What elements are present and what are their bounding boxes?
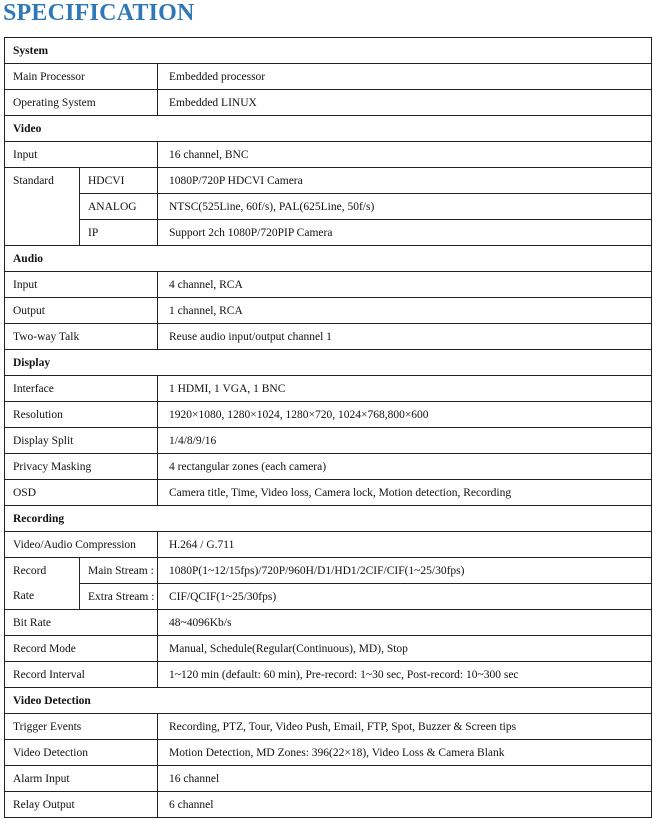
spec-label: Record Interval bbox=[5, 662, 158, 688]
section-row-audio bbox=[5, 246, 652, 272]
table-row bbox=[5, 194, 652, 220]
spec-label: Relay Output bbox=[5, 792, 158, 818]
table-row bbox=[5, 662, 652, 688]
table-row bbox=[5, 532, 652, 558]
table-row bbox=[5, 324, 652, 350]
table-row bbox=[5, 428, 652, 454]
spec-label: Display Split bbox=[5, 428, 158, 454]
record-rate-label bbox=[13, 564, 79, 603]
record-rate-label-line1: Record bbox=[13, 565, 47, 577]
spec-label: Input bbox=[5, 142, 158, 168]
table-row bbox=[5, 64, 652, 90]
record-rate-label-line2: Rate bbox=[13, 590, 35, 602]
spec-label: Main Processor bbox=[5, 64, 158, 90]
table-row bbox=[5, 376, 652, 402]
spec-value: Motion Detection, MD Zones: 396(22×18), Video Loss & Camera Blank bbox=[158, 740, 652, 766]
spec-value: 48~4096Kb/s bbox=[158, 610, 652, 636]
spec-value: 6 channel bbox=[158, 792, 652, 818]
section-header: Video bbox=[5, 116, 652, 142]
specification-table bbox=[4, 37, 652, 818]
section-header: Display bbox=[5, 350, 652, 376]
spec-label: Operating System bbox=[5, 90, 158, 116]
spec-label: Bit Rate bbox=[5, 610, 158, 636]
spec-sublabel: Main Stream : bbox=[80, 558, 158, 584]
spec-label: Resolution bbox=[5, 402, 158, 428]
table-row bbox=[5, 142, 652, 168]
table-row bbox=[5, 584, 652, 610]
table-row bbox=[5, 766, 652, 792]
section-row-recording bbox=[5, 506, 652, 532]
spec-value: Support 2ch 1080P/720PIP Camera bbox=[158, 220, 652, 246]
section-row-display bbox=[5, 350, 652, 376]
spec-label: Record Mode bbox=[5, 636, 158, 662]
spec-sublabel: Extra Stream : bbox=[80, 584, 158, 610]
table-row bbox=[5, 454, 652, 480]
spec-value: Embedded LINUX bbox=[158, 90, 652, 116]
table-row bbox=[5, 298, 652, 324]
spec-value: 1080P(1~12/15fps)/720P/960H/D1/HD1/2CIF/CIF(1~25/30fps) bbox=[158, 558, 652, 584]
spec-label: Privacy Masking bbox=[5, 454, 158, 480]
spec-label: Video/Audio Compression bbox=[5, 532, 158, 558]
spec-value: NTSC(525Line, 60f/s), PAL(625Line, 50f/s) bbox=[158, 194, 652, 220]
spec-value: 1920×1080, 1280×1024, 1280×720, 1024×768,800×600 bbox=[158, 402, 652, 428]
section-row-video bbox=[5, 116, 652, 142]
spec-value: 4 rectangular zones (each camera) bbox=[158, 454, 652, 480]
spec-label: Trigger Events bbox=[5, 714, 158, 740]
spec-value: 4 channel, RCA bbox=[158, 272, 652, 298]
section-header: Video Detection bbox=[5, 688, 652, 714]
table-row bbox=[5, 740, 652, 766]
table-row bbox=[5, 610, 652, 636]
table-row bbox=[5, 558, 652, 584]
spec-value: CIF/QCIF(1~25/30fps) bbox=[158, 584, 652, 610]
table-row bbox=[5, 168, 652, 194]
table-row bbox=[5, 480, 652, 506]
spec-value: Camera title, Time, Video loss, Camera lock, Motion detection, Recording bbox=[158, 480, 652, 506]
spec-label: Alarm Input bbox=[5, 766, 158, 792]
spec-label: Video Detection bbox=[5, 740, 158, 766]
spec-value: H.264 / G.711 bbox=[158, 532, 652, 558]
spec-label bbox=[5, 558, 80, 610]
spec-sublabel: ANALOG bbox=[80, 194, 158, 220]
spec-value: Recording, PTZ, Tour, Video Push, Email, FTP, Spot, Buzzer & Screen tips bbox=[158, 714, 652, 740]
spec-label: Standard bbox=[5, 168, 80, 246]
section-header: System bbox=[5, 38, 652, 64]
spec-value: 1 HDMI, 1 VGA, 1 BNC bbox=[158, 376, 652, 402]
section-header: Audio bbox=[5, 246, 652, 272]
table-row bbox=[5, 636, 652, 662]
spec-value: Reuse audio input/output channel 1 bbox=[158, 324, 652, 350]
spec-value: 1 channel, RCA bbox=[158, 298, 652, 324]
spec-value: 16 channel, BNC bbox=[158, 142, 652, 168]
section-row-video-detection bbox=[5, 688, 652, 714]
spec-label: Interface bbox=[5, 376, 158, 402]
table-row bbox=[5, 272, 652, 298]
page-title: SPECIFICATION bbox=[3, 0, 195, 26]
table-row bbox=[5, 220, 652, 246]
table-row bbox=[5, 792, 652, 818]
spec-label: OSD bbox=[5, 480, 158, 506]
spec-label: Two-way Talk bbox=[5, 324, 158, 350]
section-row-system bbox=[5, 38, 652, 64]
spec-label: Output bbox=[5, 298, 158, 324]
spec-sublabel: IP bbox=[80, 220, 158, 246]
spec-value: 16 channel bbox=[158, 766, 652, 792]
spec-value: 1~120 min (default: 60 min), Pre-record: 1~30 sec, Post-record: 10~300 sec bbox=[158, 662, 652, 688]
spec-sublabel: HDCVI bbox=[80, 168, 158, 194]
spec-value: 1/4/8/9/16 bbox=[158, 428, 652, 454]
table-row bbox=[5, 714, 652, 740]
spec-value: Manual, Schedule(Regular(Continuous), MD), Stop bbox=[158, 636, 652, 662]
spec-value: Embedded processor bbox=[158, 64, 652, 90]
spec-value: 1080P/720P HDCVI Camera bbox=[158, 168, 652, 194]
section-header: Recording bbox=[5, 506, 652, 532]
spec-label: Input bbox=[5, 272, 158, 298]
table-row bbox=[5, 90, 652, 116]
table-row bbox=[5, 402, 652, 428]
